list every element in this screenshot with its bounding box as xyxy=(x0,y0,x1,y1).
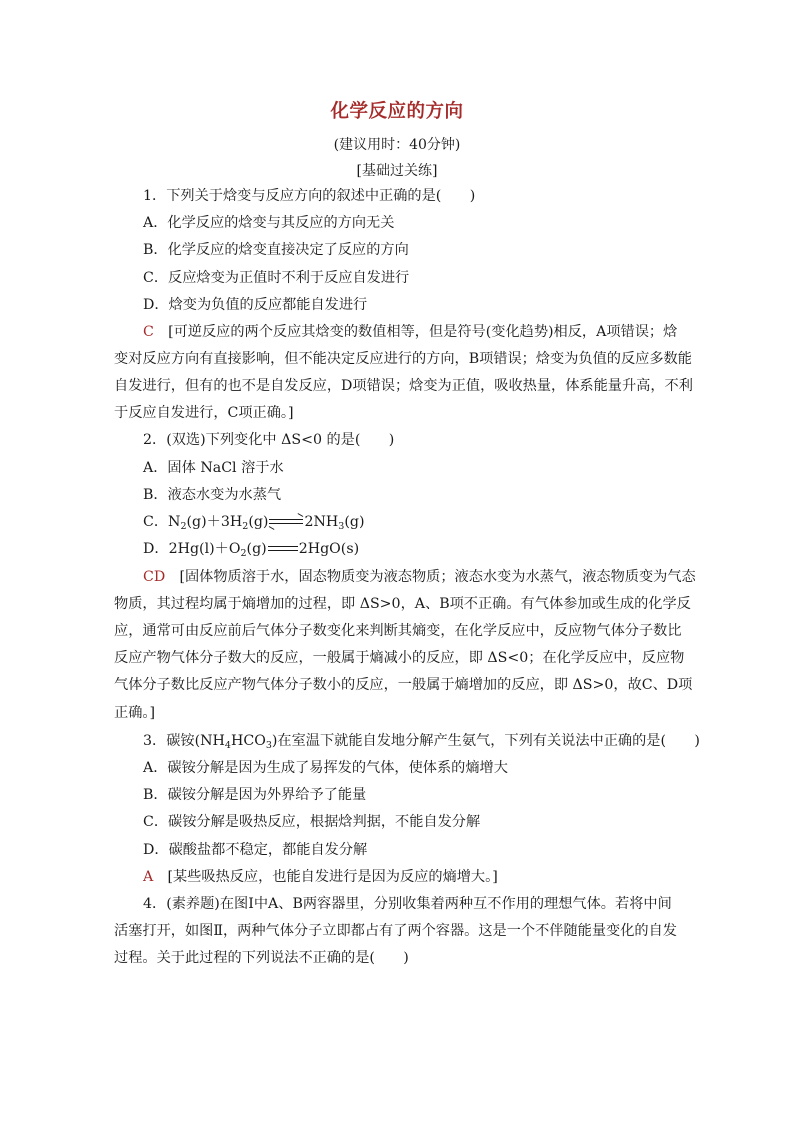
q1-stem: 1．下列关于焓变与反应方向的叙述中正确的是( ) xyxy=(143,188,476,204)
q1-option-d: D．焓变为负值的反应都能自发进行 xyxy=(143,297,368,313)
q2-stem: 2．(双选)下列变化中 ΔS<0 的是( ) xyxy=(143,432,395,448)
q2-explanation-line: 物质，其过程均属于熵增加的过程，即 ΔS>0，A、B项不正确。有气体参加或生成的化学反 xyxy=(114,596,691,612)
equal-sign-icon xyxy=(268,545,298,553)
q2-explanation-line: 应，通常可由反应前后气体分子数变化来判断其熵变，在化学反应中，反应物气体分子数比 xyxy=(114,623,682,639)
q1-option-c: C．反应焓变为正值时不利于反应自发进行 xyxy=(143,270,410,286)
q3-stem: 3．碳铵$(NH_4HCO_3)$在室温下就能自发地分解产生氨气，下列有关说法中正确的是( ) xyxy=(143,733,700,751)
q3-option-b: B．碳铵分解是因为外界给予了能量 xyxy=(143,787,367,803)
q2-explanation-line: 正确。] xyxy=(114,705,155,721)
q2-option-d: D．$2Hg(l)+O_2(g)$ 2HgO(s) xyxy=(143,541,360,559)
q2-option-a: A．固体 NaCl 溶于水 xyxy=(143,460,284,476)
time-note: (建议用时：40分钟) xyxy=(333,137,461,153)
q1-explanation-line: 变对反应方向有直接影响，但不能决定反应进行的方向，B项错误；焓变为负值的反应多数能 xyxy=(114,351,692,367)
q2-explanation-line: 气体分子数比反应产物气体分子数小的反应，一般属于熵增加的反应，即 ΔS>0，故C、D项 xyxy=(114,677,693,693)
q3-explanation-line: A [某些吸热反应，也能自发进行是因为反应的熵增大。] xyxy=(143,869,498,885)
q1-option-b: B．化学反应的焓变直接决定了反应的方向 xyxy=(143,242,409,258)
q1-answer: C xyxy=(143,324,154,340)
q1-explanation-line: 自发进行，但有的也不是自发反应，D项错误；焓变为正值，吸收热量，体系能量升高，不利 xyxy=(114,378,693,394)
q3-answer: A xyxy=(143,869,154,885)
q3-option-c: C．碳铵分解是吸热反应，根据焓判据，不能自发分解 xyxy=(143,814,481,830)
section-label: [基础过关练] xyxy=(356,163,438,179)
q2-option-b: B．液态水变为水蒸气 xyxy=(143,487,282,503)
q3-option-a: A．碳铵分解是因为生成了易挥发的气体，使体系的熵增大 xyxy=(143,760,508,776)
q1-option-a: A．化学反应的焓变与其反应的方向无关 xyxy=(143,215,395,231)
reversible-arrow-icon xyxy=(269,517,303,527)
q4-stem-line: 过程。关于此过程的下列说法不正确的是( ) xyxy=(114,950,409,966)
q4-stem-line: 活塞打开，如图Ⅱ，两种气体分子立即都占有了两个容器。这是一个不伴随能量变化的自发 xyxy=(114,923,677,939)
q2-explanation-line: CD [固体物质溶于水，固态物质变为液态物质；液态水变为水蒸气，液态物质变为气态 xyxy=(143,569,696,585)
q3-option-d: D．碳酸盐都不稳定，都能自发分解 xyxy=(143,842,368,858)
q2-option-c: C．$N_2(g)+3H_2(g)$ $2NH_3(g)$ xyxy=(143,514,365,532)
q2-answer: CD xyxy=(143,569,166,585)
q1-explanation-line: C [可逆反应的两个反应其焓变的数值相等，但是符号(变化趋势)相反，A项错误；焓 xyxy=(143,324,678,340)
page-title: 化学反应的方向 xyxy=(330,101,464,122)
q2-explanation-line: 反应产物气体分子数大的反应，一般属于熵减小的反应，即 ΔS<0；在化学反应中，反应物 xyxy=(114,650,685,666)
q4-stem-line: 4．(素养题)在图Ⅰ中A、B两容器里，分别收集着两种互不作用的理想气体。若将中间 xyxy=(143,896,672,912)
q1-explanation-line: 于反应自发进行，C项正确。] xyxy=(114,405,294,421)
